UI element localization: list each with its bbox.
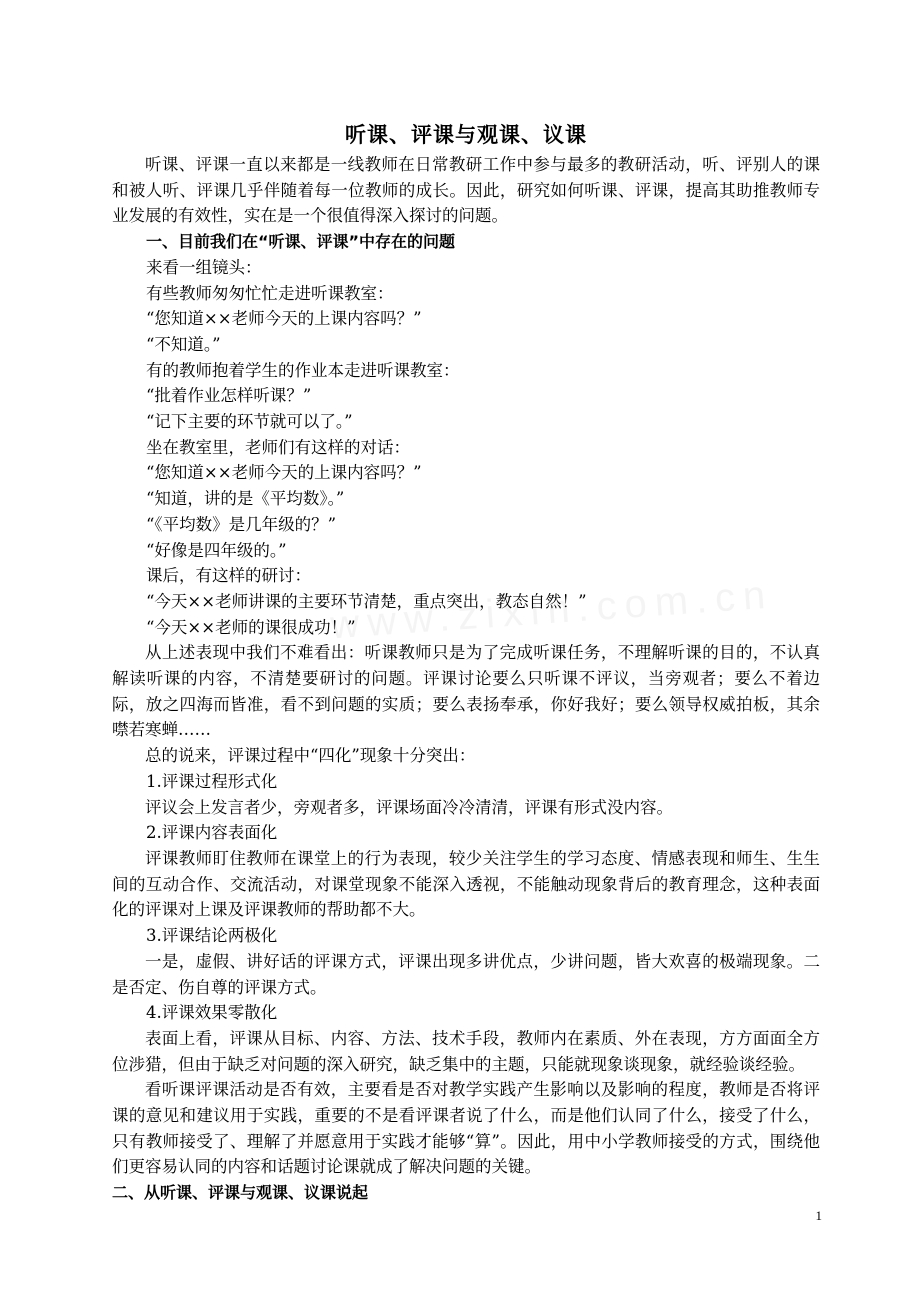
text-line: 有的教师抱着学生的作业本走进听课教室： bbox=[146, 360, 460, 380]
intro-paragraph: 听课、评课一直以来都是一线教师在日常教研工作中参与最多的教研活动，听、评别人的课和被人听、评课几乎伴随着每一位教师的成长。因此，研究如何听课、评课，提高其助推教师专业发展的有效性，实在是一个很值得深入探讨的问题。 bbox=[112, 155, 820, 226]
dialogue-line: “不知道。” bbox=[146, 334, 221, 354]
subsection-body-4: 表面上看，评课从目标、内容、方法、技术手段，教师内在素质、外在表现，方方面面全方位涉猎，但由于缺乏对问题的深入研究，缺乏集中的主题，只能就现象谈现象，就经验谈经验。 bbox=[112, 1028, 820, 1074]
section-heading-2: 二、从听课、评课与观课、议课说起 bbox=[112, 1183, 369, 1203]
subsection-title-4: 4.评课效果零散化 bbox=[146, 1003, 278, 1023]
dialogue-line: “今天××老师的课很成功！” bbox=[146, 617, 356, 637]
subsection-title-1: 1.评课过程形式化 bbox=[146, 771, 278, 791]
text-line: 有些教师匆匆忙忙走进听课教室： bbox=[146, 283, 394, 303]
subsection-body-2: 评课教师盯住教师在课堂上的行为表现，较少关注学生的学习态度、情感表现和师生、生生间的互动合作、交流活动，对课堂现象不能深入透视，不能触动现象背后的教育理念，这种表面化的评课对上课及评课教师的帮助都不大。 bbox=[112, 848, 820, 920]
document-title: 听课、评课与观课、议课 bbox=[345, 123, 587, 147]
conclusion-paragraph: 看听课评课活动是否有效，主要看是否对教学实践产生影响以及影响的程度，教师是否将评课的意见和建议用于实践，重要的不是看评课者说了什么，而是他们认同了什么，接受了什么，只有教师接受了、理解了并愿意用于实践才能够“算”。因此，用中小学教师接受的方式，围绕他们更容易认同的内容和话题讨论课就成了解决问题的关键。 bbox=[112, 1080, 820, 1177]
subsection-title-3: 3.评课结论两极化 bbox=[146, 926, 278, 946]
text-line: 来看一组镜头： bbox=[146, 257, 262, 277]
summary-paragraph: 总的说来，评课过程中“四化”现象十分突出： bbox=[145, 746, 476, 766]
dialogue-line: “知道，讲的是《平均数》。” bbox=[146, 489, 345, 509]
document-body bbox=[112, 118, 820, 1206]
page-number: 1 bbox=[815, 1208, 822, 1223]
text-line: 坐在教室里，老师们有这样的对话： bbox=[146, 437, 410, 457]
dialogue-line: “您知道××老师今天的上课内容吗？” bbox=[146, 463, 422, 483]
dialogue-line: “批着作业怎样听课？” bbox=[146, 386, 312, 406]
subsection-title-2: 2.评课内容表面化 bbox=[146, 823, 278, 843]
subsection-body-1: 评议会上发言者少，旁观者多，评课场面冷冷清清，评课有形式没内容。 bbox=[145, 797, 673, 817]
analysis-paragraph: 从上述表现中我们不难看出：听课教师只是为了完成听课任务，不理解听课的目的，不认真解读听课的内容，不清楚要研讨的问题。评课讨论要么只听课不评议，当旁观者；要么不着边际，放之四海而皆准，看不到问题的实质；要么表扬奉承，你好我好；要么领导权威拍板，其余噤若寒蝉…… bbox=[112, 643, 820, 740]
dialogue-line: “您知道××老师今天的上课内容吗？” bbox=[146, 309, 422, 329]
dialogue-line: “《平均数》是几年级的？” bbox=[146, 514, 337, 534]
subsection-body-3: 一是，虚假、讲好话的评课方式，评课出现多讲优点，少讲问题，皆大欢喜的极端现象。二是否定、伤自尊的评课方式。 bbox=[112, 951, 820, 997]
section-heading-1: 一、目前我们在“听课、评课”中存在的问题 bbox=[146, 232, 456, 252]
dialogue-line: “记下主要的环节就可以了。” bbox=[146, 412, 353, 432]
dialogue-line: “今天××老师讲课的主要环节清楚，重点突出，教态自然！” bbox=[146, 591, 587, 611]
text-line: 课后，有这样的研讨： bbox=[146, 566, 311, 586]
dialogue-line: “好像是四年级的。” bbox=[146, 540, 287, 560]
